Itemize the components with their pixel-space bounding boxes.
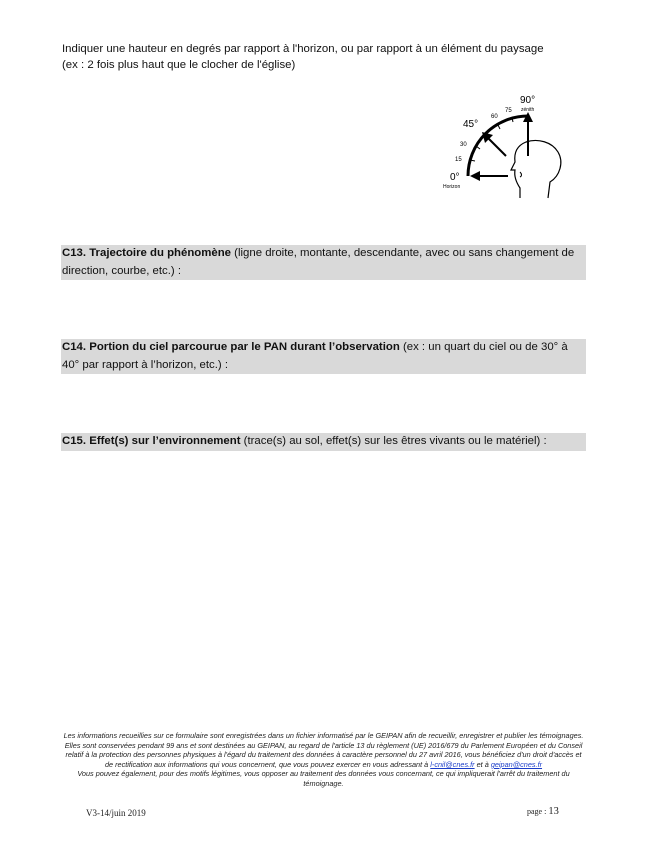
label-15: 15 <box>455 157 462 163</box>
label-60: 60 <box>491 114 498 120</box>
label-90: 90° <box>520 95 536 106</box>
height-instruction <box>62 41 602 73</box>
head-profile-icon <box>511 140 561 198</box>
elevation-angle-diagram <box>436 90 586 200</box>
instruction-line-2: (ex : 2 fois plus haut que le clocher de l'église) <box>62 59 296 71</box>
label-75: 75 <box>505 108 512 114</box>
page-label: page : <box>527 807 549 816</box>
privacy-notice-text: Les informations recueillies sur ce formulaire sont enregistrées dans un fichier informatisé par le GEIPAN afin de recueillir, enregistrer et publier les témoignages. Elles sont conservées pendant 99 ans et sont destinées au GEIPAN, au regard de l'article 13 du règlement (UE) 2016/679 du Parlement Européen et du Conseil relatif à la protection des personnes physiques à l'égard du traitement des données à caractère personnel du 27 avril 2016, vous bénéficiez d'un droit d'accès et de rectification aux informations qui vous concernent, que vous pouvez exercer en vous adressant à <box>63 731 584 769</box>
label-30: 30 <box>460 142 467 148</box>
page-number-value: 13 <box>548 806 559 817</box>
label-zenith: zénith <box>521 107 535 113</box>
privacy-notice-and: et à <box>474 759 491 769</box>
ear-icon <box>520 172 522 177</box>
question-c13-title: C13. Trajectoire du phénomène <box>62 247 232 259</box>
label-45: 45° <box>463 119 479 130</box>
page-number <box>527 806 559 817</box>
question-c13-hint: (ligne droite, montante, descendante, avec ou sans changement de direction, courbe, etc.) : <box>62 247 575 277</box>
privacy-notice-opposition: Vous pouvez également, pour des motifs légitimes, vous opposer au traitement des données vous concernant, ce qui impliquerait l'arrêt du traitement du témoignage. <box>77 769 570 788</box>
label-horizon: Horizon <box>443 184 461 190</box>
cnil-email-link[interactable]: l-cnil@cnes.fr <box>430 759 475 769</box>
privacy-notice <box>62 731 585 789</box>
question-c15-title: C15. Effet(s) sur l’environnement <box>62 435 241 447</box>
geipan-email-link[interactable]: geipan@cnes.fr <box>490 759 543 769</box>
question-c14-title: C14. Portion du ciel parcourue par le PAN durant l’observation <box>62 341 400 353</box>
question-c14-hint: (ex : un quart du ciel ou de 30° à 40° par rapport à l’horizon, etc.) : <box>62 341 568 371</box>
question-c15 <box>61 433 586 451</box>
question-c13 <box>61 245 586 280</box>
version-label: V3-14/juin 2019 <box>86 808 146 818</box>
question-c15-hint: (trace(s) au sol, effet(s) sur les êtres vivants ou le matériel) : <box>240 435 547 447</box>
angle-45-arrow <box>487 137 506 156</box>
instruction-line-1: Indiquer une hauteur en degrés par rapport à l'horizon, ou par rapport à un élément du paysage <box>62 43 544 55</box>
label-0: 0° <box>450 172 460 183</box>
question-c14 <box>61 339 586 374</box>
horizon-arrowhead <box>470 171 480 181</box>
